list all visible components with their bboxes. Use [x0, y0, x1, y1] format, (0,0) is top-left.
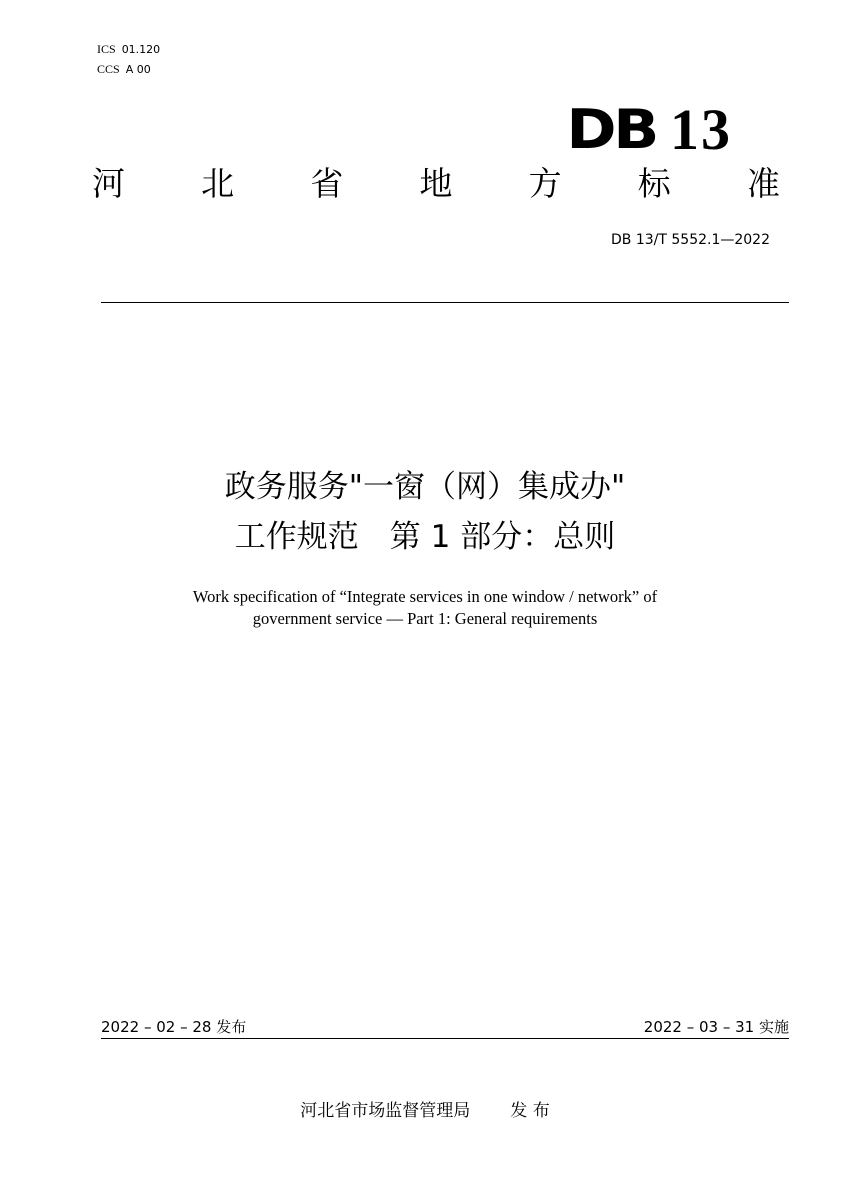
implementation-date: 2022 – 03 – 31 实施 — [643, 1018, 789, 1036]
standard-mark-number: 13 — [670, 97, 732, 162]
ics-code — [97, 42, 160, 57]
publisher — [0, 1096, 850, 1121]
category-char: 河 — [92, 164, 125, 203]
publisher-action: 发 布 — [510, 1101, 550, 1121]
category-char: 准 — [746, 164, 780, 203]
ccs-label: CCS — [97, 62, 120, 76]
english-title-line-1: Work specification of “Integrate services in one window / network” of — [192, 587, 658, 606]
standard-mark-prefix: DB — [566, 98, 656, 161]
english-title — [60, 586, 790, 630]
document-title — [60, 462, 790, 562]
category-char: 地 — [419, 164, 453, 203]
issue-date: 2022 – 02 – 28 发布 — [101, 1018, 247, 1036]
publisher-name: 河北省市场监督管理局 — [300, 1101, 471, 1121]
english-title-line-2: government service — Part 1: General requirements — [252, 609, 598, 628]
ccs-value: A 00 — [125, 63, 151, 76]
title-line-2: 工作规范 第 1 部分：总则 — [234, 519, 616, 555]
title-line-1: 政务服务"一窗（网）集成办" — [224, 469, 626, 505]
ics-label: ICS — [97, 42, 116, 56]
footer-divider — [101, 1038, 789, 1039]
header-divider — [101, 302, 789, 303]
category-char: 北 — [201, 164, 235, 203]
category-char: 省 — [310, 164, 344, 203]
standard-number: DB 13/T 5552.1—2022 — [611, 232, 770, 248]
standard-mark — [566, 92, 732, 162]
standard-category — [92, 162, 780, 206]
category-char: 标 — [637, 164, 671, 203]
category-char: 方 — [528, 164, 562, 203]
ics-value: 01.120 — [121, 43, 161, 56]
ccs-code — [97, 62, 151, 77]
